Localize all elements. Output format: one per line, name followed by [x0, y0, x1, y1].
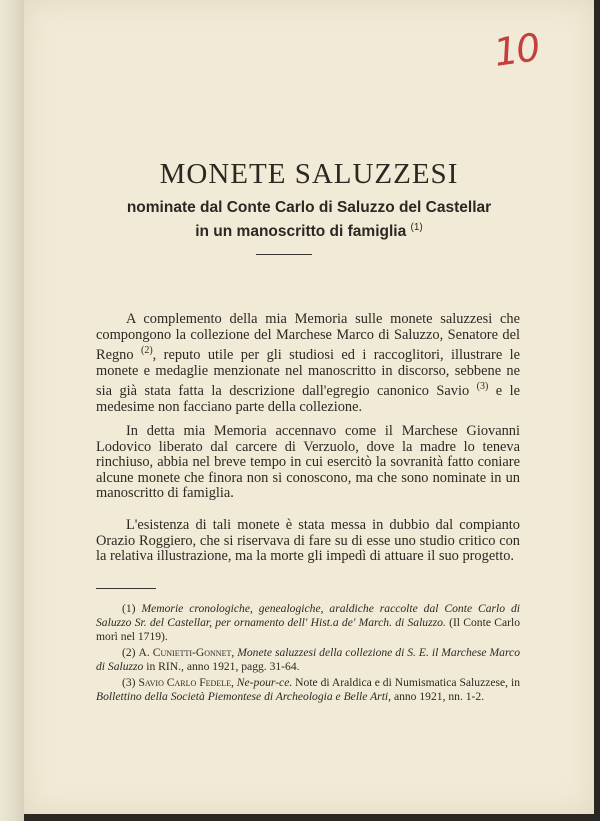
paragraph-2 [96, 424, 520, 502]
document-title: MONETE SALUZZESI [159, 158, 459, 190]
subtitle-line-1: nominate dal Conte Carlo di Saluzzo del Castellar [126, 199, 492, 216]
title-divider [256, 254, 312, 255]
footnote-1-rest: (Il Conte Carlo morì nel 1719). [96, 616, 520, 643]
handwritten-folio-number: 10 [491, 25, 542, 75]
footnote-1-num: (1) [122, 602, 136, 615]
paragraph-1-text-b: , reputo utile per gli studiosi ed i raccoglitori, illustrare le monete e medaglie menzionate nel manoscritto in discorso, sebbene ne sia già stata fatta la descrizione dall'egregio canonico Savio [96, 346, 520, 399]
footnotes [96, 602, 520, 706]
paragraph-2-text: In detta mia Memoria accennavo come il Marchese Giovanni Lodovico liberato dal carcere di Verzuolo, dove la madre lo teneva rinchiuso, abbia nel breve tempo in cui esercitò la sovranità fatto coniare alcune monete che finora non si conoscono, ma che sono nominate in un manoscritto di famiglia. [96, 423, 520, 502]
footnote-1 [96, 602, 520, 644]
footnote-3 [96, 676, 520, 704]
footnote-1-title: Memorie cronologiche, genealogiche, araldiche raccolte dal Conte Carlo di Saluzzo Sr. del Castellar, per ornamento dell' Hist.a de' March. di Saluzzo. [96, 602, 520, 629]
footnote-ref-3: (3) [476, 381, 489, 393]
footnote-3-author: Savio Carlo Fedele, [138, 676, 234, 689]
footnote-3-rest-1: Note di Araldica e di Numismatica Saluzzese, in [292, 676, 520, 689]
paragraph-3-text: L'esistenza di tali monete è stata messa in dubbio dal compianto Orazio Roggiero, che si riservava di fare su di esse uno studio critico con la relativa illustrazione, ma la morte gli impedì di attuare il suo progetto. [96, 517, 520, 565]
book-binding [0, 0, 24, 821]
footnote-3-rest-2: anno 1921, nn. 1-2. [391, 690, 485, 703]
footnote-ref-1: (1) [410, 222, 423, 233]
footnote-3-num: (3) [122, 676, 136, 689]
footnote-ref-2: (2) [140, 345, 153, 357]
footnote-2-author: A. Cunietti-Gonnet, [138, 646, 235, 659]
paragraph-1-text-a: A complemento della mia Memoria sulle monete saluzzesi che compongono la collezione del Marchese Marco di Saluzzo, Senatore del Regno [96, 311, 520, 363]
footnote-3-title: Ne-pour-ce. [233, 676, 293, 689]
document-page [24, 0, 594, 814]
paragraph-1 [96, 312, 520, 415]
footnote-2-rest: in RIN., anno 1921, pagg. 31-64. [143, 660, 300, 673]
footnote-2-title: Monete saluzzesi della collezione di S. E. il Marchese Marco di Saluzzo [96, 646, 521, 673]
paragraph-3 [96, 518, 520, 565]
footnote-2 [96, 646, 520, 674]
footnote-2-num: (2) [122, 646, 136, 659]
footnote-3-journal: Bollettino della Società Piemontese di Archeologia e Belle Arti, [96, 690, 392, 703]
footnote-divider [96, 588, 156, 589]
subtitle-line-2-text: in un manoscritto di famiglia [195, 223, 407, 241]
paragraph-1-text-c: e le medesime non facciano parte della collezione. [96, 382, 520, 415]
subtitle-line-2 [24, 222, 594, 241]
